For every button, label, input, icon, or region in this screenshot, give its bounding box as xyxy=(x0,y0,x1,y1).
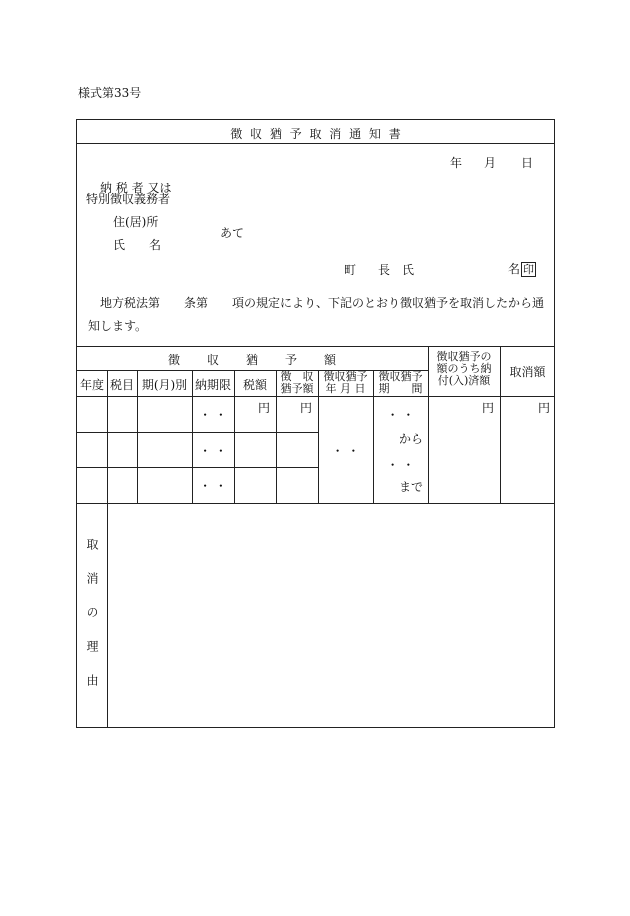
name-label: 氏 名 xyxy=(113,238,162,252)
paid-amount-yen: 円 xyxy=(482,401,495,415)
paid-header-line: 額のうち納 xyxy=(436,362,492,375)
header-line: 徴収猶予 xyxy=(378,370,423,383)
col-deadline-header: 納期限 xyxy=(194,378,231,392)
col-tax-amount-header: 税額 xyxy=(242,378,267,392)
col-grace-amount-header xyxy=(276,371,318,395)
deadline-dots: ・ ・ xyxy=(199,408,227,422)
date-year-label: 年 xyxy=(450,156,463,170)
address-label: 住(居)所 xyxy=(113,215,159,229)
header-line: 猶予額 xyxy=(280,382,314,395)
tax-amount-yen: 円 xyxy=(258,401,271,415)
grace-amount-yen: 円 xyxy=(300,401,313,415)
special-collector-label: 特別徴収義務者 xyxy=(86,192,171,206)
paid-amount-header xyxy=(428,351,500,387)
deadline-dots: ・ ・ xyxy=(199,444,227,458)
header-line: 徴 収 xyxy=(280,370,314,383)
divider xyxy=(77,467,318,468)
col-grace-period-header xyxy=(373,371,428,395)
date-day-label: 日 xyxy=(521,156,534,170)
period-start-dots: ・ ・ xyxy=(386,408,415,422)
header-line: 徴収猶予 xyxy=(323,370,368,383)
addressee-to-label: あて xyxy=(220,226,245,240)
form-title: 徴 収 猶 予 取 消 通 知 書 xyxy=(230,127,403,141)
col-grace-date-header xyxy=(318,371,373,395)
divider xyxy=(77,143,555,144)
period-end-dots: ・ ・ xyxy=(386,458,415,472)
header-line: 年 月 日 xyxy=(325,382,366,395)
form-number: 様式第33号 xyxy=(78,86,142,100)
town-label: 町 xyxy=(344,263,357,277)
taxpayer-label: 納 税 者 又は xyxy=(100,181,172,195)
period-until-label: まで xyxy=(399,480,424,494)
seal-mark: 印 xyxy=(523,263,535,276)
col-tax-item-header: 税目 xyxy=(109,378,134,392)
paid-header-line: 徴収猶予の xyxy=(436,350,492,363)
cancel-amount-yen: 円 xyxy=(538,401,551,415)
header-line: 期 間 xyxy=(378,382,423,395)
date-month-label: 月 xyxy=(484,156,497,170)
cancel-reason-area[interactable] xyxy=(108,504,554,727)
notice-form xyxy=(76,119,555,728)
cancel-reason-label: 取消の理由 xyxy=(85,538,99,708)
col-period-header: 期(月)別 xyxy=(141,378,188,392)
col-year-header: 年度 xyxy=(79,378,104,392)
body-text-line1: 地方税法第 条第 項の規定により、下記のとおり徴収猶予を取消したから通 xyxy=(100,296,545,310)
name-char: 名 xyxy=(508,262,521,276)
divider xyxy=(77,432,318,433)
sender-name-label xyxy=(508,260,536,277)
divider xyxy=(77,346,555,347)
cancel-amount-header: 取消額 xyxy=(509,365,546,379)
grace-amount-group-header: 徴 収 猶 予 額 xyxy=(167,353,337,367)
divider xyxy=(77,396,555,397)
chief-label: 長 氏 xyxy=(378,263,415,277)
grace-date-dots: ・ ・ xyxy=(331,444,360,458)
period-from-label: から xyxy=(399,432,424,446)
deadline-dots: ・ ・ xyxy=(199,479,227,493)
body-text-line2: 知します。 xyxy=(88,319,148,333)
paid-header-line: 付(入)済額 xyxy=(437,374,491,387)
